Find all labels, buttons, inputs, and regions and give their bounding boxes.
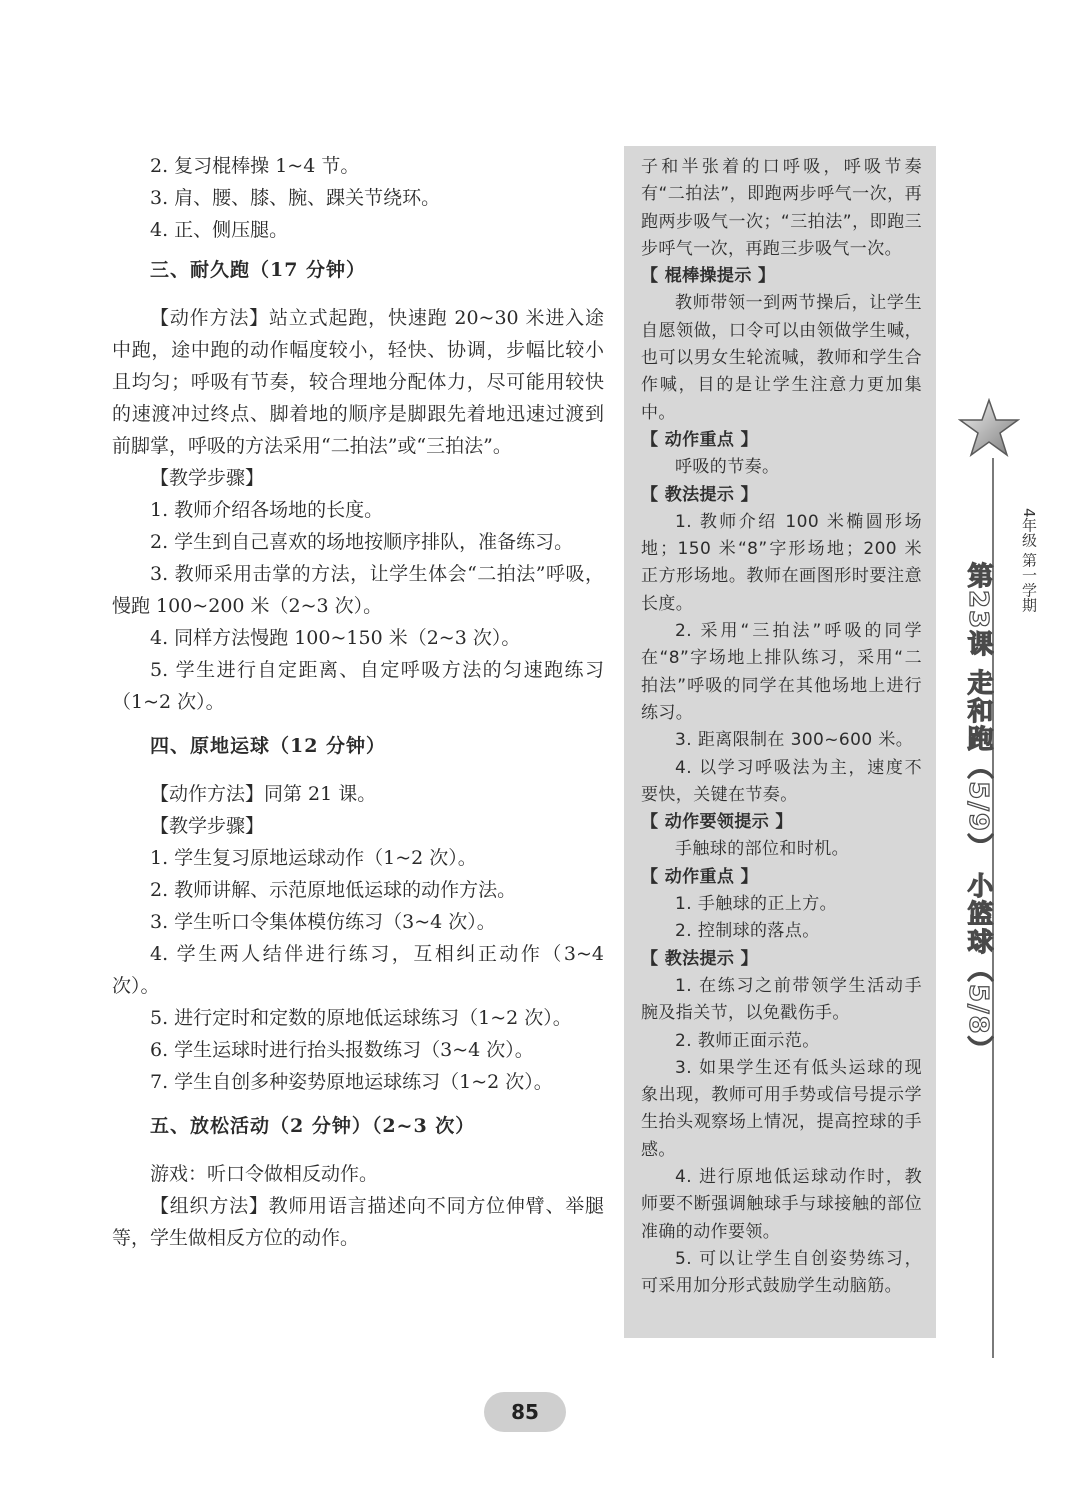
sidebar-paragraph: 3. 距离限制在 300~600 米。	[675, 730, 914, 751]
sidebar-paragraph: 4. 进行原地低运球动作时，教师要不断强调触球手与球接触的部位准确的动作要领。	[641, 1166, 922, 1242]
paragraph: 5. 学生进行自定距离、自定呼吸方法的匀速跑练习（1~2 次）。	[112, 659, 604, 713]
paragraph: 游戏：听口令做相反动作。	[150, 1163, 379, 1185]
sidebar-paragraph: 3. 如果学生还有低头运球的现象出现，教师可用手势或信号提示学生抬头观察场上情况，提高控球的手感。	[641, 1057, 922, 1160]
grade-label: 4年级 第一学期	[1020, 508, 1038, 613]
sidebar-paragraph: 1. 教师介绍 100 米椭圆形场地；150 米“8”字形场地；200 米正方形场地。教师在画图形时要注意长度。	[641, 511, 922, 614]
sidebar-paragraph: 2. 采用“三拍法”呼吸的同学在“8”字场地上排队练习，采用“二拍法”呼吸的同学在其他场地上进行练习。	[641, 621, 922, 723]
paragraph: 3. 肩、腰、膝、腕、踝关节绕环。	[150, 187, 441, 209]
sidebar-paragraph: 呼吸的节奏。	[675, 457, 780, 478]
paragraph: 【动作方法】同第 21 课。	[150, 783, 377, 805]
paragraph: 5. 进行定时和定数的原地低运球练习（1~2 次）。	[150, 1007, 572, 1029]
paragraph: 4. 学生两人结伴进行练习，互相纠正动作（3~4 次）。	[112, 943, 604, 997]
sidebar-heading: 【 动作重点 】	[641, 866, 759, 887]
paragraph: 2. 复习棍棒操 1~4 节。	[150, 155, 360, 177]
sidebar-heading: 【 动作重点 】	[641, 429, 759, 450]
paragraph: 1. 学生复习原地运球动作（1~2 次）。	[150, 847, 477, 869]
paragraph: 6. 学生运球时进行抬头报数练习（3~4 次）。	[150, 1039, 534, 1061]
paragraph: 3. 教师采用击掌的方法，让学生体会“二拍法”呼吸，慢跑 100~200 米（2~3 次）。	[112, 563, 604, 617]
sidebar-heading: 【 教法提示 】	[641, 484, 759, 505]
section-heading-dribble: 四、原地运球（12 分钟）	[150, 735, 387, 757]
sidebar-paragraph: 子和半张着的口呼吸，呼吸节奏有“二拍法”，即跑两步呼气一次，再跑两步吸气一次；“三拍法”，即跑三步呼气一次，再跑三步吸气一次。	[641, 157, 922, 259]
paragraph: 1. 教师介绍各场地的长度。	[150, 499, 384, 521]
paragraph: 4. 正、侧压腿。	[150, 219, 289, 241]
tips-sidebar	[624, 146, 936, 1338]
sidebar-paragraph: 4. 以学习呼吸法为主，速度不要快，关键在节奏。	[641, 757, 922, 805]
paragraph: 7. 学生自创多种姿势原地运球练习（1~2 次）。	[150, 1071, 553, 1093]
sidebar-paragraph: 1. 手触球的正上方。	[675, 894, 838, 915]
sidebar-paragraph: 1. 在练习之前带领学生活动手腕及指关节，以免戳伤手。	[641, 975, 922, 1024]
page-number: 85	[484, 1392, 566, 1432]
sidebar-paragraph: 2. 控制球的落点。	[675, 921, 820, 942]
paragraph: 2. 学生到自己喜欢的场地按顺序排队，准备练习。	[150, 531, 574, 553]
paragraph: 4. 同样方法慢跑 100~150 米（2~3 次）。	[150, 627, 521, 649]
sidebar-paragraph: 教师带领一到两节操后，让学生自愿领做，口令可以由领做学生喊，也可以男女生轮流喊，教师和学生合作喊，目的是让学生注意力更加集中。	[641, 293, 922, 423]
lesson-title: 第23课 走和跑（5/9） 小篮球（5/8）	[963, 562, 993, 1064]
sidebar-heading: 【 动作要领提示 】	[641, 812, 793, 833]
star-icon	[958, 398, 1020, 458]
paragraph: 3. 学生听口令集体模仿练习（3~4 次）。	[150, 911, 496, 933]
sidebar-paragraph: 5. 可以让学生自创姿势练习，可采用加分形式鼓励学生动脑筋。	[641, 1248, 922, 1297]
paragraph: 【动作方法】站立式起跑，快速跑 20~30 米进入途中跑，途中跑的动作幅度较小，轻快、协调，步幅比较小且均匀；呼吸有节奏，较合理地分配体力，尽可能用较快的速渡冲过终点、脚着地的顺序是脚跟先着地迅速过渡到前脚掌，呼吸的方法采用“二拍法”或“三拍法”。	[112, 307, 604, 457]
main-column	[112, 150, 604, 1254]
sidebar-paragraph: 2. 教师正面示范。	[675, 1030, 820, 1051]
sidebar-heading: 【 棍棒操提示 】	[641, 266, 776, 287]
paragraph: 【组织方法】教师用语言描述向不同方位伸臂、举腿等，学生做相反方位的动作。	[112, 1195, 604, 1249]
sidebar-heading: 【 教法提示 】	[641, 948, 759, 969]
sidebar-paragraph: 手触球的部位和时机。	[675, 839, 849, 860]
section-heading-relax: 五、放松活动（2 分钟）（2~3 次）	[150, 1115, 476, 1137]
paragraph: 2. 教师讲解、示范原地低运球的动作方法。	[150, 879, 517, 901]
section-heading-endurance-run: 三、耐久跑（17 分钟）	[150, 259, 367, 281]
paragraph: 【教学步骤】	[150, 815, 265, 837]
paragraph: 【教学步骤】	[150, 467, 265, 489]
